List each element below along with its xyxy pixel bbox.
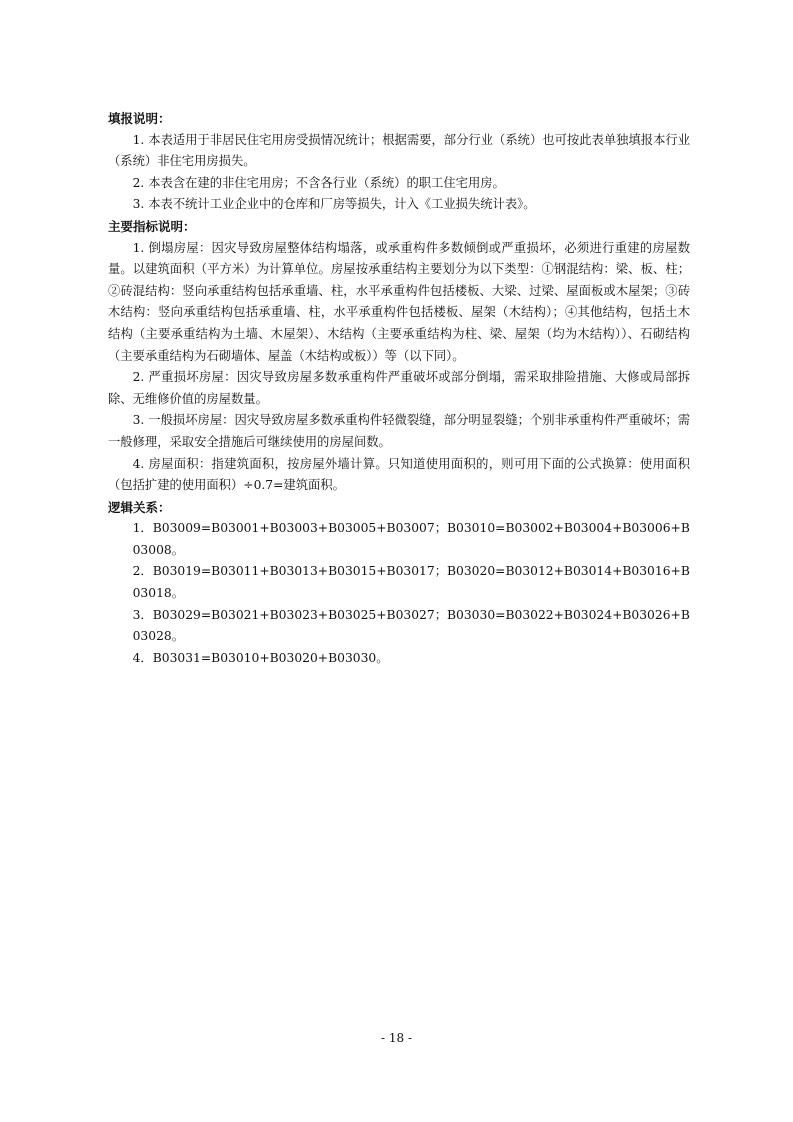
logic-item: 1．B03009=B03001+B03003+B03005+B03007；B03010=B03002+B03004+B03006+B03008。 — [132, 521, 690, 557]
logic-item: 3．B03029=B03021+B03023+B03025+B03027；B03030=B03022+B03024+B03026+B03028。 — [132, 607, 690, 644]
instruction-item: 2. 本表含在建的非住宅用房；不含各行业（系统）的职工住宅用房。 — [132, 175, 505, 190]
logic-item: 2．B03019=B03011+B03013+B03015+B03017；B03020=B03012+B03014+B03016+B03018。 — [132, 564, 690, 601]
section-title-logic-relations: 逻辑关系： — [108, 499, 171, 515]
indicator-item: 4. 房屋面积：指建筑面积，按房屋外墙计算。只知道使用面积的，则可用下面的公式换算：使用面积（包括扩建的使用面积）÷0.7=建筑面积。 — [108, 456, 690, 493]
document-body — [108, 108, 690, 669]
instruction-item: 1. 本表适用于非居民住宅用房受损情况统计；根据需要，部分行业（系统）也可按此表单独填报本行业（系统）非住宅用房损失。 — [108, 132, 690, 169]
instruction-item: 3. 本表不统计工业企业中的仓库和厂房等损失，计入《工业损失统计表》。 — [132, 197, 536, 212]
indicator-item: 2. 严重损坏房屋：因灾导致房屋多数承重构件严重破坏或部分倒塌，需采取排险措施、大修或局部拆除、无维修价值的房屋数量。 — [108, 370, 690, 406]
indicator-item: 1. 倒塌房屋：因灾导致房屋整体结构塌落，或承重构件多数倾倒或严重损坏，必须进行重建的房屋数量。以建筑面积（平方米）为计算单位。房屋按承重结构主要划分为以下类型：①钢混结构：梁、板、柱；②砖混结构：竖向承重结构包括承重墙、柱，水平承重构件包括楼板、大梁、过梁、屋面板或木屋架；③砖木结构：竖向承重结构包括承重墙、柱，水平承重构件包括楼板、屋架（木结构）；④其他结构，包括土木结构（主要承重结构为土墙、木屋架）、木结构（主要承重结构为柱、梁、屋架（均为木结构））、石砌结构（主要承重结构为石砌墙体、屋盖（木结构或板））等（以下同）。 — [108, 240, 690, 363]
indicator-item: 3. 一般损坏房屋：因灾导致房屋多数承重构件轻微裂缝，部分明显裂缝；个别非承重构件严重破坏；需一般修理，采取安全措施后可继续使用的房屋间数。 — [108, 413, 690, 449]
section-title-indicator-notes: 主要指标说明： — [108, 218, 196, 234]
section-title-fill-instructions: 填报说明： — [108, 111, 171, 126]
page-number: - 18 - — [380, 1031, 412, 1045]
logic-item: 4．B03031=B03010+B03020+B03030。 — [132, 650, 389, 665]
